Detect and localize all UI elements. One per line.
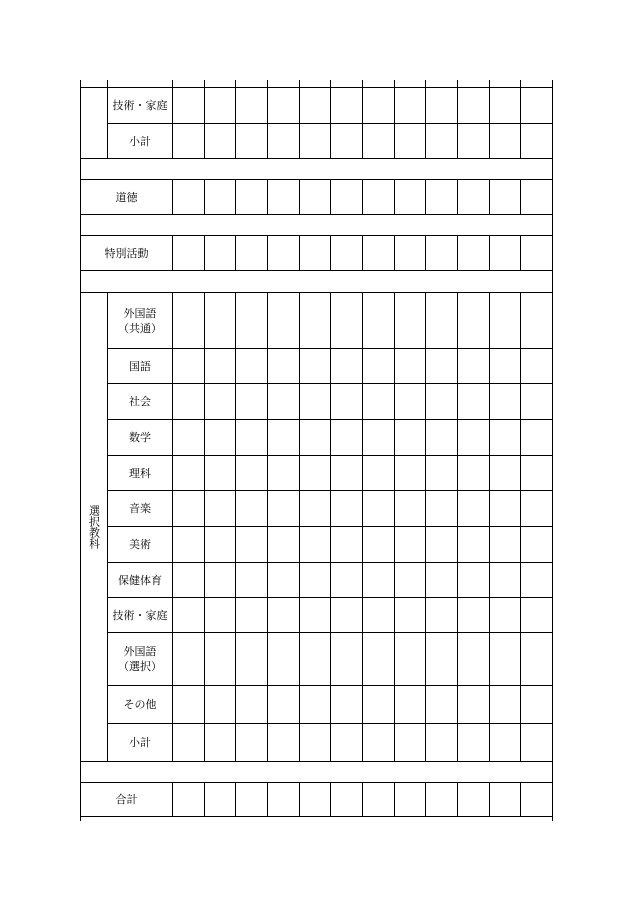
table-cell[interactable] bbox=[173, 686, 204, 723]
table-cell[interactable] bbox=[426, 180, 457, 214]
table-cell[interactable] bbox=[395, 180, 425, 214]
table-cell[interactable] bbox=[458, 686, 489, 723]
table-cell[interactable] bbox=[395, 633, 425, 685]
row-divider bbox=[80, 816, 553, 817]
table-cell[interactable] bbox=[268, 598, 299, 632]
table-cell[interactable] bbox=[205, 598, 235, 632]
grid-column-divider bbox=[299, 80, 300, 87]
table-cell[interactable] bbox=[331, 598, 362, 632]
table-cell[interactable] bbox=[521, 124, 552, 158]
table-cell[interactable] bbox=[331, 180, 362, 214]
sub-column-divider bbox=[107, 80, 108, 87]
grid-column-divider bbox=[425, 80, 426, 87]
table-cell[interactable] bbox=[236, 456, 267, 490]
table-cell[interactable] bbox=[205, 124, 235, 158]
table-cell[interactable] bbox=[205, 491, 235, 526]
table-cell[interactable] bbox=[331, 88, 362, 123]
sub-column-divider bbox=[107, 723, 108, 761]
table-cell[interactable] bbox=[363, 124, 394, 158]
table-cell[interactable] bbox=[490, 420, 520, 455]
table-cell[interactable] bbox=[331, 349, 362, 383]
table-cell[interactable] bbox=[363, 491, 394, 526]
table-cell[interactable] bbox=[268, 420, 299, 455]
table-cell[interactable] bbox=[300, 686, 330, 723]
table-cell[interactable] bbox=[521, 633, 552, 685]
table-cell[interactable] bbox=[426, 633, 457, 685]
grid-column-divider bbox=[330, 80, 331, 87]
table-cell[interactable] bbox=[173, 598, 204, 632]
table-cell[interactable] bbox=[521, 236, 552, 270]
table-cell[interactable] bbox=[426, 456, 457, 490]
table-cell[interactable] bbox=[268, 124, 299, 158]
label-column-divider bbox=[172, 80, 173, 87]
table-cell[interactable] bbox=[490, 527, 520, 562]
table-cell[interactable] bbox=[458, 456, 489, 490]
table-cell[interactable] bbox=[331, 420, 362, 455]
table-cell[interactable] bbox=[236, 124, 267, 158]
table-cell[interactable] bbox=[331, 633, 362, 685]
grid-column-divider bbox=[457, 80, 458, 87]
table-cell[interactable] bbox=[395, 686, 425, 723]
table-cell[interactable] bbox=[205, 783, 235, 816]
table-cell[interactable] bbox=[205, 293, 235, 348]
table-cell[interactable] bbox=[300, 293, 330, 348]
table-cell[interactable] bbox=[490, 456, 520, 490]
table-cell[interactable] bbox=[363, 236, 394, 270]
table-cell[interactable] bbox=[395, 724, 425, 761]
sub-column-divider bbox=[107, 490, 108, 526]
table-cell[interactable] bbox=[173, 633, 204, 685]
table-cell[interactable] bbox=[395, 124, 425, 158]
table-cell[interactable] bbox=[458, 293, 489, 348]
table-cell[interactable] bbox=[363, 180, 394, 214]
table-cell[interactable] bbox=[395, 420, 425, 455]
table-cell[interactable] bbox=[521, 491, 552, 526]
row-divider bbox=[80, 214, 553, 215]
table-cell[interactable] bbox=[331, 527, 362, 562]
table-cell[interactable] bbox=[268, 563, 299, 597]
grid-column-divider bbox=[204, 80, 205, 87]
table-cell[interactable] bbox=[205, 236, 235, 270]
row-label: 技術・家庭 bbox=[112, 99, 168, 112]
table-cell[interactable] bbox=[458, 491, 489, 526]
table-cell[interactable] bbox=[458, 180, 489, 214]
table-cell[interactable] bbox=[521, 180, 552, 214]
table-cell[interactable] bbox=[521, 384, 552, 419]
table-cell[interactable] bbox=[331, 491, 362, 526]
table-cell[interactable] bbox=[395, 783, 425, 816]
table-cell[interactable] bbox=[300, 420, 330, 455]
table-cell[interactable] bbox=[205, 527, 235, 562]
table-cell[interactable] bbox=[395, 236, 425, 270]
table-cell[interactable] bbox=[173, 420, 204, 455]
table-cell[interactable] bbox=[331, 124, 362, 158]
table-cell[interactable] bbox=[236, 783, 267, 816]
row-label: 保健体育 bbox=[118, 573, 162, 587]
table-cell[interactable] bbox=[173, 180, 204, 214]
table-cell[interactable] bbox=[426, 783, 457, 816]
table-cell[interactable] bbox=[490, 563, 520, 597]
table-cell[interactable] bbox=[268, 88, 299, 123]
row-label: 数学 bbox=[129, 431, 151, 444]
table-cell[interactable] bbox=[426, 236, 457, 270]
table-cell[interactable] bbox=[490, 236, 520, 270]
table-cell[interactable] bbox=[521, 420, 552, 455]
table-cell[interactable] bbox=[173, 384, 204, 419]
table-cell[interactable] bbox=[458, 349, 489, 383]
table-cell[interactable] bbox=[173, 456, 204, 490]
table-cell[interactable] bbox=[205, 88, 235, 123]
sub-column-divider bbox=[107, 632, 108, 685]
table-cell[interactable] bbox=[300, 563, 330, 597]
table-cell[interactable] bbox=[395, 293, 425, 348]
table-cell[interactable] bbox=[363, 633, 394, 685]
row-label: 社会 bbox=[129, 395, 151, 408]
row-label: 道徳 bbox=[115, 190, 138, 204]
table-cell[interactable] bbox=[173, 88, 204, 123]
table-cell[interactable] bbox=[236, 598, 267, 632]
sub-column-divider bbox=[107, 292, 108, 348]
row-divider bbox=[80, 761, 553, 762]
table-cell[interactable] bbox=[236, 724, 267, 761]
table-cell[interactable] bbox=[490, 88, 520, 123]
table-cell[interactable] bbox=[300, 384, 330, 419]
table-cell[interactable] bbox=[426, 420, 457, 455]
table-cell[interactable] bbox=[458, 724, 489, 761]
table-cell[interactable] bbox=[173, 491, 204, 526]
table-cell[interactable] bbox=[363, 598, 394, 632]
table-cell[interactable] bbox=[331, 384, 362, 419]
table-cell[interactable] bbox=[490, 180, 520, 214]
table-cell[interactable] bbox=[173, 236, 204, 270]
sub-column-divider bbox=[107, 348, 108, 383]
grid-column-divider bbox=[489, 80, 490, 87]
sub-column-divider bbox=[107, 455, 108, 490]
grid-column-divider bbox=[394, 80, 395, 87]
sub-column-divider bbox=[107, 685, 108, 723]
table-cell[interactable] bbox=[426, 686, 457, 723]
table-cell[interactable] bbox=[363, 527, 394, 562]
table-cell[interactable] bbox=[490, 491, 520, 526]
table-cell[interactable] bbox=[268, 783, 299, 816]
table-cell[interactable] bbox=[521, 598, 552, 632]
row-divider bbox=[80, 270, 553, 271]
table-cell[interactable] bbox=[331, 293, 362, 348]
table-cell[interactable] bbox=[426, 124, 457, 158]
table-cell[interactable] bbox=[236, 633, 267, 685]
table-cell[interactable] bbox=[236, 384, 267, 419]
table-cell[interactable] bbox=[521, 783, 552, 816]
table-cell[interactable] bbox=[490, 686, 520, 723]
row-label: 外国語 （選択） bbox=[118, 645, 162, 673]
row-label: 合計 bbox=[115, 793, 138, 806]
row-label: 小計 bbox=[129, 736, 151, 749]
table-cell[interactable] bbox=[395, 349, 425, 383]
table-cell[interactable] bbox=[236, 527, 267, 562]
table-cell[interactable] bbox=[426, 349, 457, 383]
table-cell[interactable] bbox=[268, 236, 299, 270]
table-cell[interactable] bbox=[300, 633, 330, 685]
table-cell[interactable] bbox=[173, 349, 204, 383]
table-cell[interactable] bbox=[205, 349, 235, 383]
table-cell[interactable] bbox=[205, 563, 235, 597]
table-cell[interactable] bbox=[363, 456, 394, 490]
table-cell[interactable] bbox=[173, 783, 204, 816]
table-cell[interactable] bbox=[426, 88, 457, 123]
table-cell[interactable] bbox=[458, 88, 489, 123]
table-cell[interactable] bbox=[300, 124, 330, 158]
table-cell[interactable] bbox=[236, 236, 267, 270]
table-cell[interactable] bbox=[363, 783, 394, 816]
sub-column-divider bbox=[107, 87, 108, 123]
table-cell[interactable] bbox=[236, 491, 267, 526]
table-cell[interactable] bbox=[331, 783, 362, 816]
row-label: 国語 bbox=[129, 359, 151, 373]
table-cell[interactable] bbox=[490, 124, 520, 158]
grid-column-divider bbox=[362, 80, 363, 87]
table-cell[interactable] bbox=[205, 633, 235, 685]
row-label: 外国語 （共通） bbox=[118, 306, 162, 335]
table-cell[interactable] bbox=[300, 598, 330, 632]
table-cell[interactable] bbox=[458, 384, 489, 419]
table-cell[interactable] bbox=[173, 724, 204, 761]
table-cell[interactable] bbox=[363, 349, 394, 383]
table-cell[interactable] bbox=[458, 783, 489, 816]
table-cell[interactable] bbox=[331, 563, 362, 597]
table-cell[interactable] bbox=[268, 384, 299, 419]
table-cell[interactable] bbox=[426, 384, 457, 419]
table-cell[interactable] bbox=[300, 783, 330, 816]
table-cell[interactable] bbox=[490, 783, 520, 816]
table-cell[interactable] bbox=[490, 598, 520, 632]
table-cell[interactable] bbox=[300, 527, 330, 562]
table-cell[interactable] bbox=[173, 124, 204, 158]
table-cell[interactable] bbox=[173, 527, 204, 562]
table-cell[interactable] bbox=[331, 456, 362, 490]
table-cell[interactable] bbox=[236, 686, 267, 723]
table-cell[interactable] bbox=[458, 633, 489, 685]
table-cell[interactable] bbox=[363, 384, 394, 419]
table-cell[interactable] bbox=[426, 527, 457, 562]
sub-column-divider bbox=[107, 526, 108, 562]
table-cell[interactable] bbox=[490, 724, 520, 761]
sub-column-divider bbox=[107, 383, 108, 419]
table-cell[interactable] bbox=[268, 491, 299, 526]
table-cell[interactable] bbox=[490, 384, 520, 419]
table-cell[interactable] bbox=[521, 349, 552, 383]
table-cell[interactable] bbox=[458, 124, 489, 158]
row-label: 技術・家庭 bbox=[112, 608, 168, 622]
row-label: 音楽 bbox=[129, 502, 151, 515]
table-cell[interactable] bbox=[395, 491, 425, 526]
table-cell[interactable] bbox=[268, 686, 299, 723]
table-cell[interactable] bbox=[205, 384, 235, 419]
table-cell[interactable] bbox=[300, 456, 330, 490]
table-cell[interactable] bbox=[458, 236, 489, 270]
sub-column-divider bbox=[107, 597, 108, 632]
table-cell[interactable] bbox=[236, 420, 267, 455]
table-cell[interactable] bbox=[363, 293, 394, 348]
row-label: 特別活動 bbox=[104, 246, 149, 260]
row-label: 美術 bbox=[129, 538, 151, 551]
table-cell[interactable] bbox=[268, 724, 299, 761]
sub-column-divider bbox=[107, 123, 108, 158]
table-cell[interactable] bbox=[521, 527, 552, 562]
table-cell[interactable] bbox=[395, 88, 425, 123]
table-cell[interactable] bbox=[205, 420, 235, 455]
table-cell[interactable] bbox=[331, 236, 362, 270]
table-cell[interactable] bbox=[331, 686, 362, 723]
row-label: 理科 bbox=[129, 466, 151, 480]
table-cell[interactable] bbox=[300, 491, 330, 526]
table-cell[interactable] bbox=[426, 598, 457, 632]
table-cell[interactable] bbox=[395, 384, 425, 419]
table-cell[interactable] bbox=[521, 293, 552, 348]
table-cell[interactable] bbox=[363, 686, 394, 723]
row-label: その他 bbox=[123, 698, 157, 711]
table-cell[interactable] bbox=[268, 293, 299, 348]
table-cell[interactable] bbox=[458, 527, 489, 562]
grid-column-divider bbox=[520, 80, 521, 87]
row-label: 小計 bbox=[129, 134, 151, 148]
table-cell[interactable] bbox=[236, 180, 267, 214]
table-cell[interactable] bbox=[521, 724, 552, 761]
table-cell[interactable] bbox=[205, 180, 235, 214]
table-cell[interactable] bbox=[205, 456, 235, 490]
table-cell[interactable] bbox=[236, 88, 267, 123]
table-cell[interactable] bbox=[363, 420, 394, 455]
table-cell[interactable] bbox=[521, 88, 552, 123]
table-cell[interactable] bbox=[521, 563, 552, 597]
table-cell[interactable] bbox=[426, 563, 457, 597]
table-cell[interactable] bbox=[300, 236, 330, 270]
grid-column-divider bbox=[235, 80, 236, 87]
table-cell[interactable] bbox=[490, 633, 520, 685]
table-cell[interactable] bbox=[268, 527, 299, 562]
sub-column-divider bbox=[107, 419, 108, 455]
table-cell[interactable] bbox=[268, 633, 299, 685]
table-cell[interactable] bbox=[363, 88, 394, 123]
table-cell[interactable] bbox=[236, 293, 267, 348]
table-cell[interactable] bbox=[363, 563, 394, 597]
table-cell[interactable] bbox=[490, 349, 520, 383]
row-divider bbox=[80, 158, 553, 159]
table-cell[interactable] bbox=[205, 686, 235, 723]
table-cell[interactable] bbox=[331, 724, 362, 761]
table-cell[interactable] bbox=[236, 349, 267, 383]
table-cell[interactable] bbox=[363, 724, 394, 761]
table-cell[interactable] bbox=[300, 724, 330, 761]
table-cell[interactable] bbox=[395, 456, 425, 490]
table-cell[interactable] bbox=[395, 598, 425, 632]
table-cell[interactable] bbox=[458, 563, 489, 597]
table-cell[interactable] bbox=[395, 563, 425, 597]
table-cell[interactable] bbox=[426, 724, 457, 761]
grid-column-divider bbox=[267, 80, 268, 87]
table-cell[interactable] bbox=[300, 88, 330, 123]
table-cell[interactable] bbox=[458, 420, 489, 455]
table-cell[interactable] bbox=[236, 563, 267, 597]
table-cell[interactable] bbox=[395, 527, 425, 562]
table-cell[interactable] bbox=[268, 349, 299, 383]
table-cell[interactable] bbox=[426, 293, 457, 348]
table-cell[interactable] bbox=[300, 180, 330, 214]
table-cell[interactable] bbox=[426, 491, 457, 526]
table-cell[interactable] bbox=[173, 293, 204, 348]
table-cell[interactable] bbox=[268, 456, 299, 490]
table-right-border bbox=[552, 80, 553, 821]
table-cell[interactable] bbox=[521, 686, 552, 723]
table-cell[interactable] bbox=[300, 349, 330, 383]
group-label-elective-subjects: 選択教科 bbox=[87, 505, 101, 549]
table-cell[interactable] bbox=[521, 456, 552, 490]
table-cell[interactable] bbox=[173, 563, 204, 597]
table-cell[interactable] bbox=[268, 180, 299, 214]
sub-column-divider bbox=[107, 562, 108, 597]
table-cell[interactable] bbox=[458, 598, 489, 632]
table-cell[interactable] bbox=[205, 724, 235, 761]
table-cell[interactable] bbox=[490, 293, 520, 348]
